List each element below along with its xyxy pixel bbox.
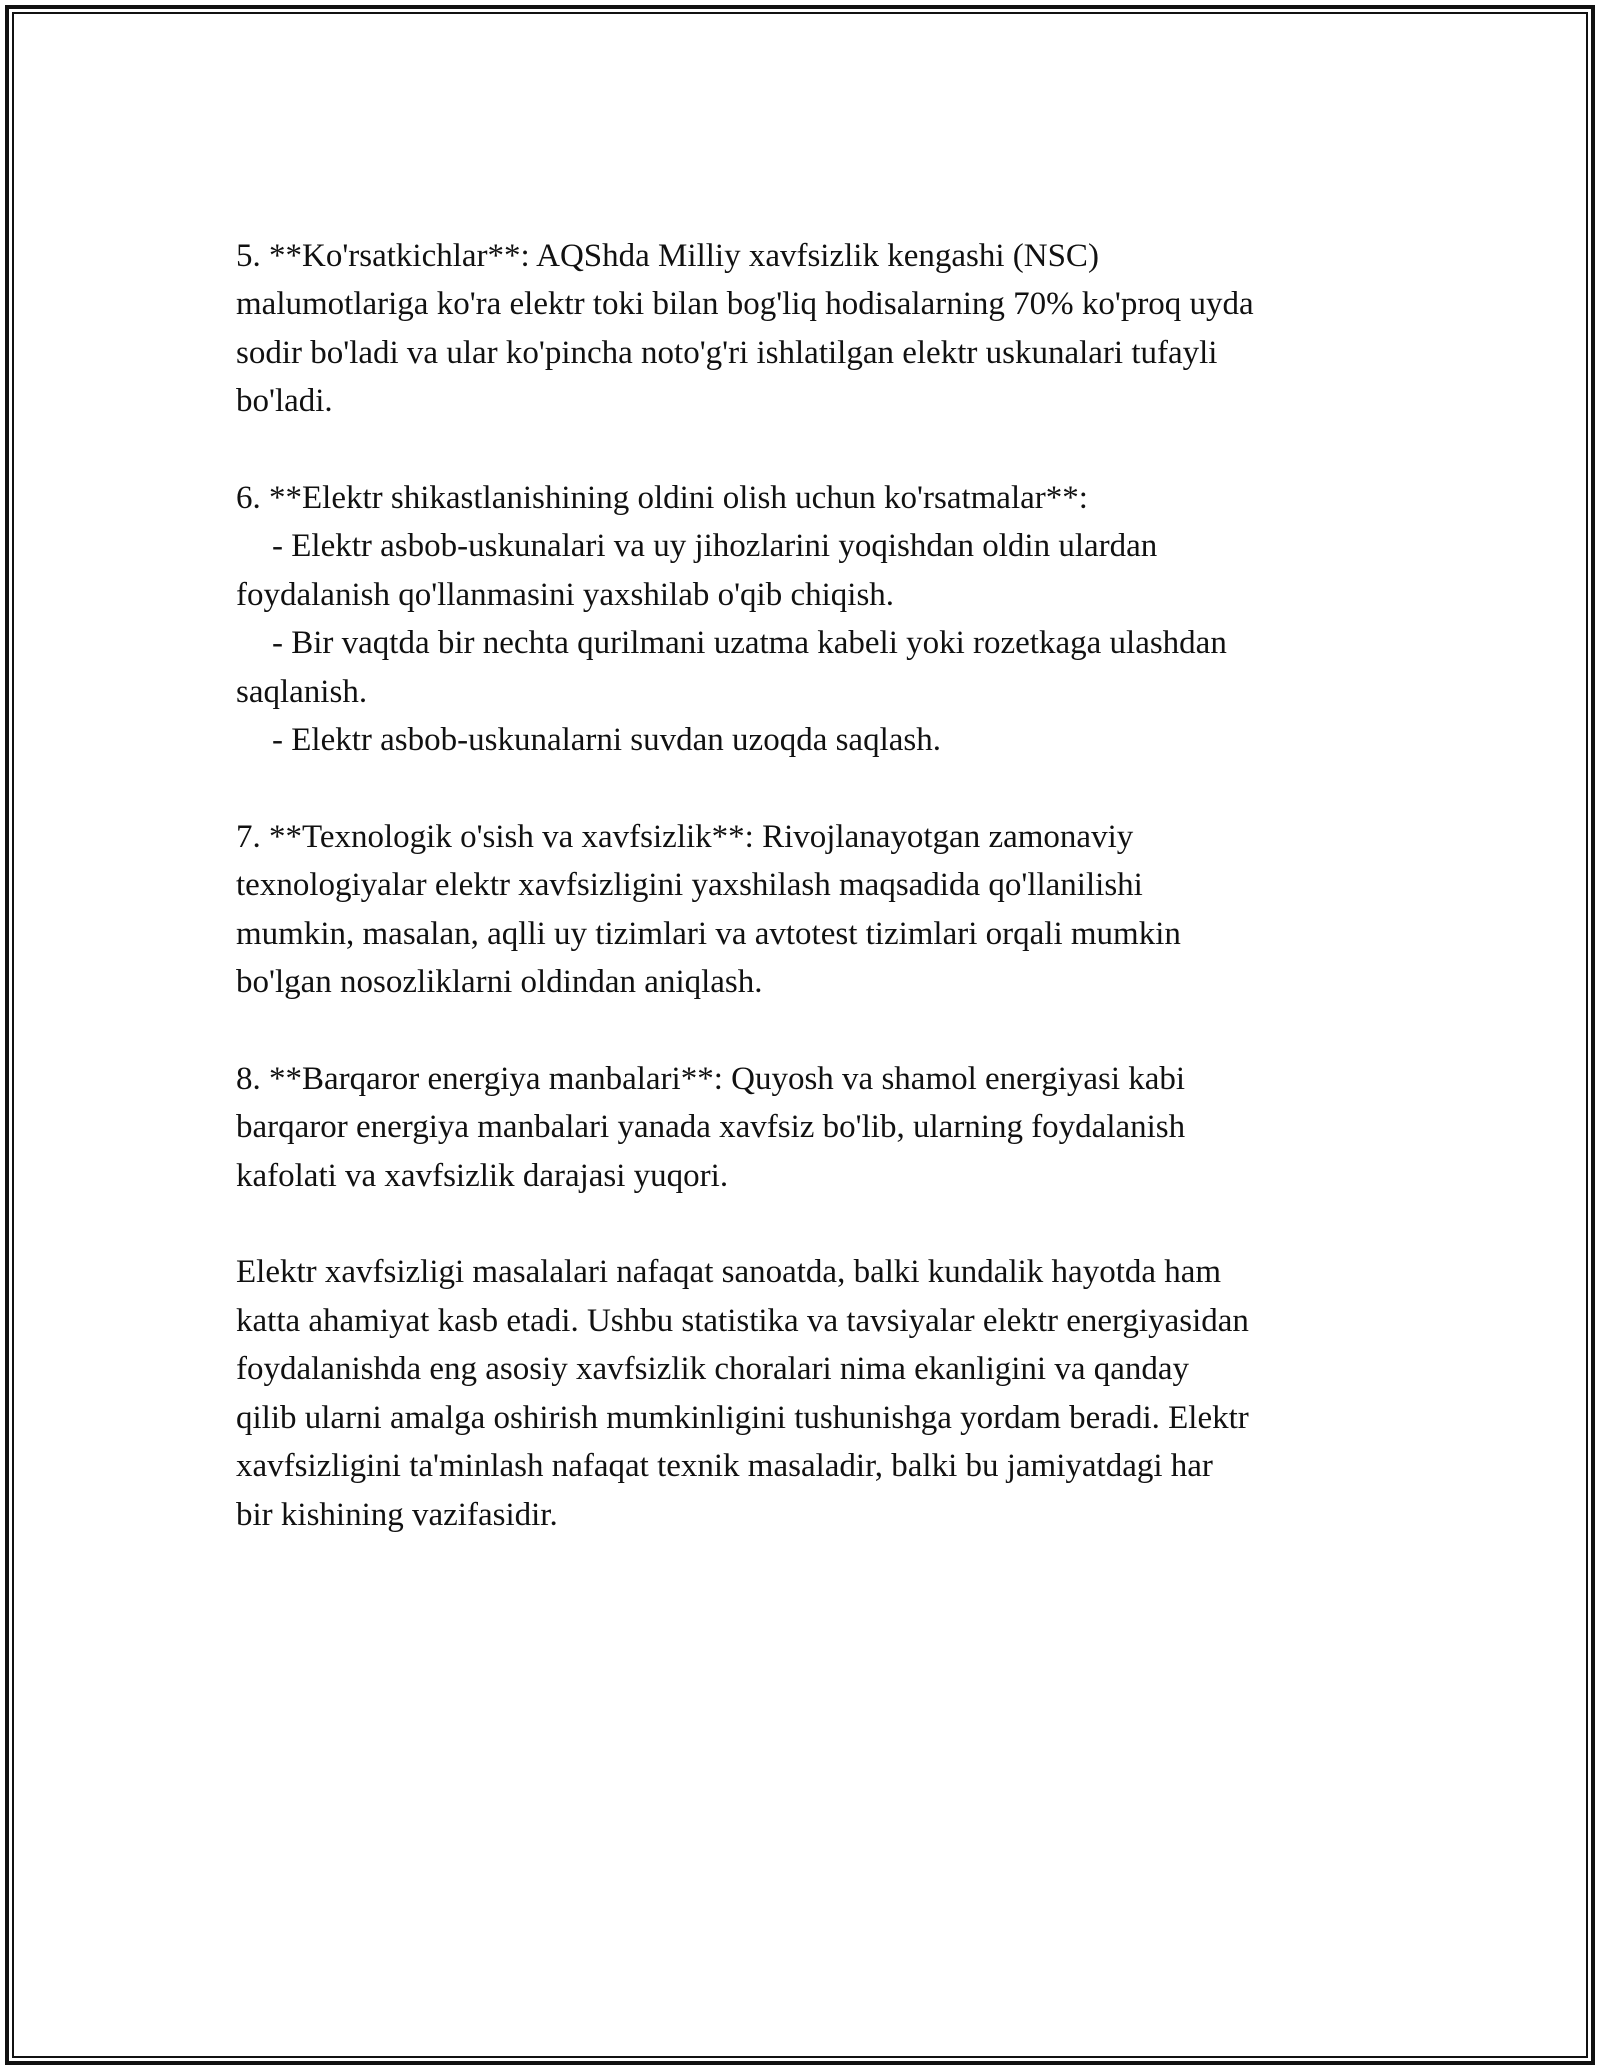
- text-line: xavfsizligini ta'minlash nafaqat texnik masaladir, balki bu jamiyatdagi har: [236, 1448, 1213, 1485]
- list-item-6-prevention-guidelines: [236, 474, 1386, 764]
- text-line: texnologiyalar elektr xavfsizligini yaxshilash maqsadida qo'llanilishi: [236, 867, 1143, 904]
- bullet-line: - Elektr asbob-uskunalari va uy jihozlarini yoqishdan oldin ulardan: [272, 528, 1158, 565]
- text-line: Elektr xavfsizligi masalalari nafaqat sanoatda, balki kundalik hayotda ham: [236, 1254, 1222, 1291]
- text-line: 6. **Elektr shikastlanishining oldini olish uchun ko'rsatmalar**:: [236, 480, 1088, 517]
- list-item-8-sustainable-energy: [236, 1055, 1386, 1200]
- text-line: bo'lgan nosozliklarni oldindan aniqlash.: [236, 964, 763, 1001]
- list-item-5-statistics: [236, 232, 1386, 426]
- text-line: 7. **Texnologik o'sish va xavfsizlik**: Rivojlanayotgan zamonaviy: [236, 818, 1134, 855]
- conclusion-paragraph: [236, 1248, 1386, 1538]
- document-body: [236, 232, 1386, 1587]
- bullet-line: - Bir vaqtda bir nechta qurilmani uzatma kabeli yoki rozetkaga ulashdan: [272, 625, 1227, 662]
- text-line: foydalanishda eng asosiy xavfsizlik choralari nima ekanligini va qanday: [236, 1351, 1190, 1388]
- text-line: kafolati va xavfsizlik darajasi yuqori.: [236, 1157, 729, 1194]
- text-line: mumkin, masalan, aqlli uy tizimlari va avtotest tizimlari orqali mumkin: [236, 915, 1181, 952]
- text-line: 5. **Ko'rsatkichlar**: AQShda Milliy xavfsizlik kengashi (NSC): [236, 238, 1099, 274]
- text-line: bir kishining vazifasidir.: [236, 1496, 558, 1533]
- text-line: qilib ularni amalga oshirish mumkinligini tushunishga yordam beradi. Elektr: [236, 1399, 1249, 1436]
- text-line: saqlanish.: [236, 673, 368, 710]
- text-line: sodir bo'ladi va ular ko'pincha noto'g'ri ishlatilgan elektr uskunalari tufayli: [236, 334, 1218, 371]
- bullet-line: - Elektr asbob-uskunalarni suvdan uzoqda saqlash.: [272, 722, 941, 759]
- text-line: foydalanish qo'llanmasini yaxshilab o'qib chiqish.: [236, 576, 895, 613]
- text-line: katta ahamiyat kasb etadi. Ushbu statistika va tavsiyalar elektr energiyasidan: [236, 1302, 1249, 1339]
- text-line: barqaror energiya manbalari yanada xavfsiz bo'lib, ularning foydalanish: [236, 1109, 1186, 1146]
- text-line: 8. **Barqaror energiya manbalari**: Quyosh va shamol energiyasi kabi: [236, 1060, 1186, 1097]
- text-line: bo'ladi.: [236, 383, 333, 420]
- text-line: malumotlariga ko'ra elektr toki bilan bog'liq hodisalarning 70% ko'proq uyda: [236, 286, 1254, 323]
- list-item-7-technology-safety: [236, 813, 1386, 1007]
